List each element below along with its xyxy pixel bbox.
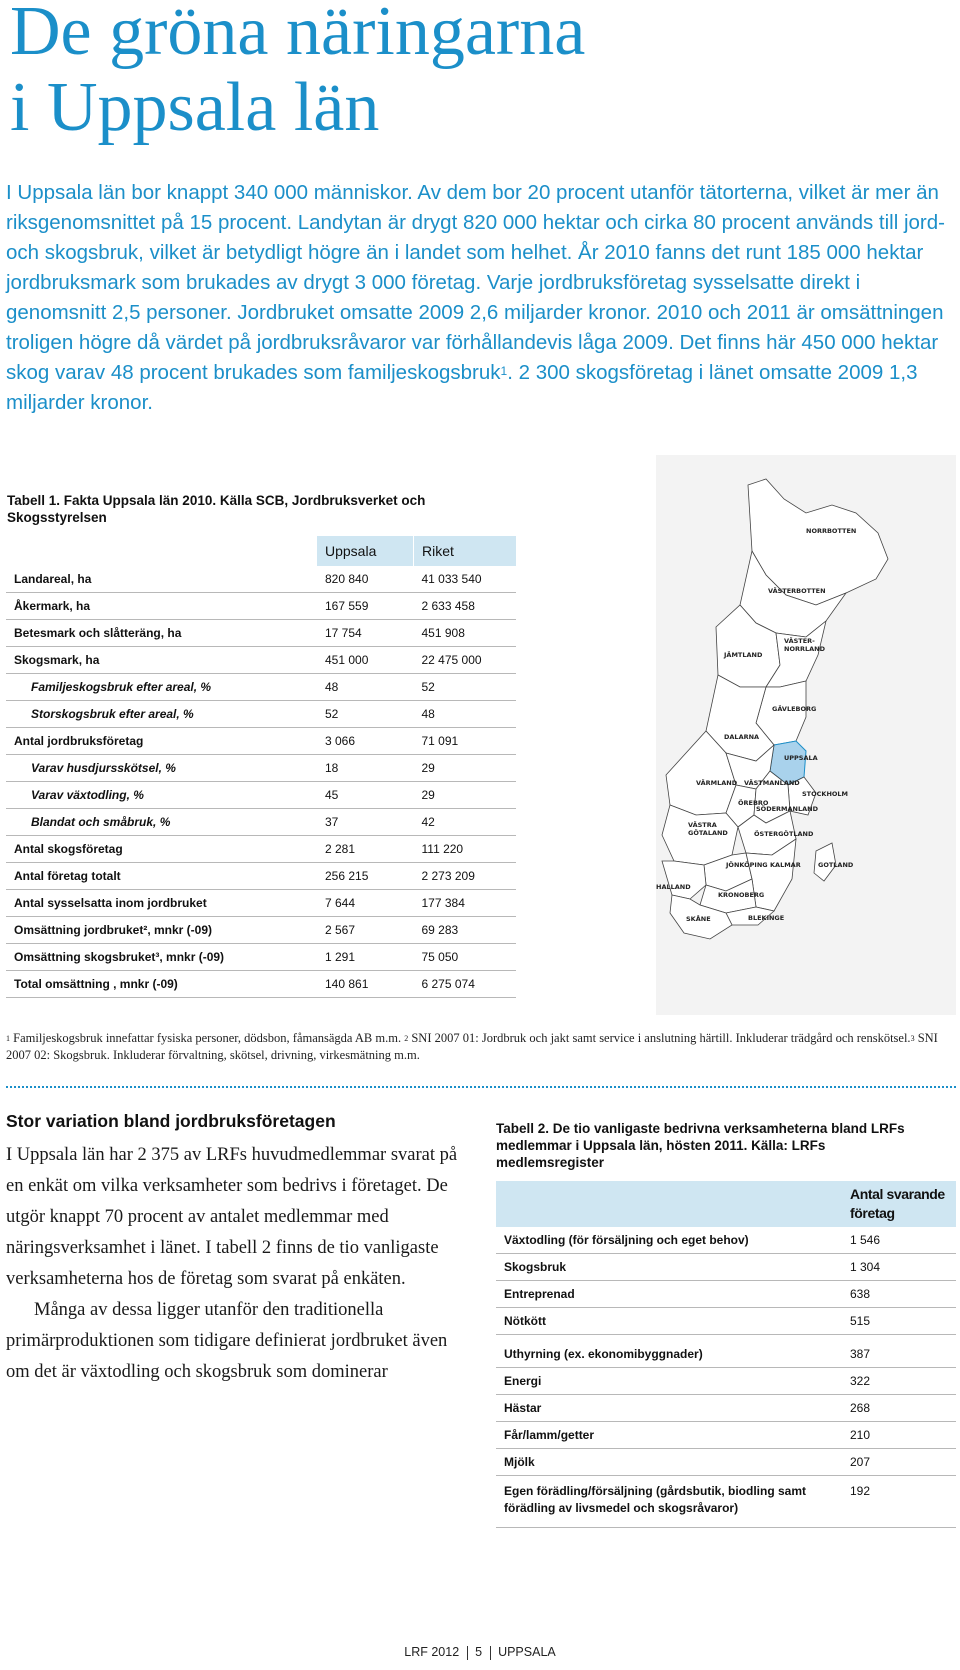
label-vastmanland: VÄSTMANLAND	[744, 779, 800, 787]
table1-value-uppsala: 1 291	[317, 944, 414, 971]
footer-page-number: 5	[475, 1645, 483, 1659]
label-uppsala: UPPSALA	[784, 754, 818, 762]
table2-row-value: 387	[842, 1341, 956, 1368]
label-vasterbotten: VÄSTERBOTTEN	[768, 587, 826, 595]
footer-publication: LRF 2012	[404, 1645, 460, 1659]
table1-row	[6, 917, 516, 944]
table1-caption: Tabell 1. Fakta Uppsala län 2010. Källa SCB, Jordbruksverket och Skogsstyrelsen	[7, 493, 426, 525]
table2-row-value: 207	[842, 1449, 956, 1476]
table2-row	[496, 1449, 956, 1476]
table2-row-label: Växtodling (för försäljning och eget behov)	[496, 1227, 842, 1254]
table1-row	[6, 971, 516, 998]
label-gavleborg: GÄVLEBORG	[772, 705, 817, 713]
table1-row-label: Antal sysselsatta inom jordbruket	[6, 890, 317, 917]
label-vasternorrland-1: VÄSTER-	[784, 637, 815, 645]
table1-value-uppsala: 48	[317, 674, 414, 701]
intro-footnote-ref: 1	[500, 364, 508, 378]
table1-row-label: Varav växtodling, %	[6, 782, 317, 809]
table2-row	[496, 1281, 956, 1308]
footer-separator	[490, 1646, 491, 1660]
table1-row-label: Landareal, ha	[6, 566, 317, 593]
label-gotland: GOTLAND	[818, 861, 854, 869]
table1-value-riket: 29	[414, 782, 517, 809]
table1-row-label: Familjeskogsbruk efter areal, %	[6, 674, 317, 701]
table2-row-label: Entreprenad	[496, 1281, 842, 1308]
section2-paragraph-1: I Uppsala län har 2 375 av LRFs huvudmedlemmar svarat på en enkät om vilka verksamheter som bedrivs i företaget. De utgör knappt 70 procent av antalet medlemmar med näringsverksamhet i länet. I tabell 2 finns de tio vanligaste verksamheterna hos de företag som svarat på enkäten.	[6, 1145, 458, 1289]
table1-row-label: Betesmark och slåtteräng, ha	[6, 620, 317, 647]
page-footer	[0, 1645, 960, 1660]
table1	[6, 536, 516, 998]
table2-row-value: 268	[842, 1395, 956, 1422]
table2-row-label: Uthyrning (ex. ekonomibyggnader)	[496, 1341, 842, 1368]
table1-value-riket: 71 091	[414, 728, 517, 755]
table2-row	[496, 1341, 956, 1368]
table1-row-label: Antal företag totalt	[6, 863, 317, 890]
table1-value-uppsala: 2 281	[317, 836, 414, 863]
table2-row-value: 192	[842, 1476, 956, 1528]
label-vasternorrland-2: NORRLAND	[784, 645, 825, 653]
table1-value-uppsala: 820 840	[317, 566, 414, 593]
table1-value-riket: 29	[414, 755, 517, 782]
table1-value-riket: 75 050	[414, 944, 517, 971]
table1-value-riket: 111 220	[414, 836, 517, 863]
sweden-map	[656, 455, 956, 1015]
footnotes	[6, 1030, 956, 1064]
table2-row-label: Hästar	[496, 1395, 842, 1422]
table1-value-uppsala: 167 559	[317, 593, 414, 620]
table2	[496, 1181, 956, 1528]
table1-value-uppsala: 52	[317, 701, 414, 728]
table1-value-riket: 177 384	[414, 890, 517, 917]
table1-value-riket: 2 273 209	[414, 863, 517, 890]
intro-text-1: I Uppsala län bor knappt 340 000 människor. Av dem bor 20 procent utanför tätorterna, vilket är mer än riksgenomsnittet på 15 procent. Landytan är drygt 820 000 hektar och cirka 80 procent används till jord- och skogsbruk, vilket är betydligt högre än i landet som helhet. År 2010 fanns det runt 185 000 hektar jordbruksmark som brukades av drygt 3 000 företag. Varje jordbruksföretag sysselsatte direkt i genomsnitt 2,5 personer. Jordbruket omsatte 2009 2,6 miljarder kronor. 2010 och 2011 är omsättningen troligen högre då värdet på jordbruksråvaror var förhållandevis låga 2009. Det finns här 450 000 hektar skog varav 48 procent brukades som familjeskogsbruk	[6, 181, 945, 384]
table2-header-row	[496, 1181, 956, 1227]
intro-text-2: . 2 300 skogsföretag i länet omsatte 2009 1,3 miljarder kronor.	[6, 361, 918, 414]
table1-value-riket: 69 283	[414, 917, 517, 944]
table1-row-label: Antal jordbruksföretag	[6, 728, 317, 755]
table1-row	[6, 728, 516, 755]
table1-value-uppsala: 45	[317, 782, 414, 809]
table1-row-label: Total omsättning , mnkr (-09)	[6, 971, 317, 998]
table2-row-value: 210	[842, 1422, 956, 1449]
title-line-2: i Uppsala län	[10, 69, 380, 146]
label-norrbotten: NORRBOTTEN	[806, 527, 857, 535]
label-halland: HALLAND	[656, 883, 691, 891]
footnote-3-marker: 3	[910, 1034, 915, 1043]
table1-value-uppsala: 451 000	[317, 647, 414, 674]
label-sodermanland: SÖDERMANLAND	[756, 805, 818, 813]
label-kalmar: KALMAR	[770, 861, 801, 869]
table1-value-uppsala: 2 567	[317, 917, 414, 944]
region-halland	[662, 861, 706, 899]
table1-value-uppsala: 17 754	[317, 620, 414, 647]
table1-value-riket: 42	[414, 809, 517, 836]
table2-row-value: 638	[842, 1281, 956, 1308]
label-orebro: ÖREBRO	[738, 799, 769, 807]
table2-row-label: Mjölk	[496, 1449, 842, 1476]
label-blekinge: BLEKINGE	[748, 914, 785, 922]
table2-row-label: Nötkött	[496, 1308, 842, 1335]
footnote-2-marker: 2	[404, 1034, 409, 1043]
table1-row	[6, 593, 516, 620]
footnote-2-text: SNI 2007 01: Jordbruk och jakt samt service i anslutning härtill. Inkluderar trädgård och renskötsel.	[408, 1031, 911, 1045]
table1-header-row	[6, 536, 516, 566]
table2-row	[496, 1308, 956, 1335]
label-vastragotaland-2: GÖTALAND	[688, 829, 728, 837]
section2-heading: Stor variation bland jordbruksföretagen	[6, 1111, 336, 1131]
table1-value-uppsala: 140 861	[317, 971, 414, 998]
table1-row	[6, 944, 516, 971]
sweden-map-svg	[656, 455, 956, 1015]
table2-row	[496, 1368, 956, 1395]
table1-value-uppsala: 7 644	[317, 890, 414, 917]
label-dalarna: DALARNA	[724, 733, 760, 741]
label-kronoberg: KRONOBERG	[718, 891, 765, 899]
table2-caption: Tabell 2. De tio vanligaste bedrivna verksamheterna bland LRFs medlemmar i Uppsala län, hösten 2011. Källa: LRFs medlemsregister	[496, 1121, 905, 1170]
title-line-1: De gröna näringarna	[10, 0, 586, 70]
table1-col-riket: Riket	[414, 536, 517, 566]
table2-row-value: 1 546	[842, 1227, 956, 1254]
footer-separator	[467, 1646, 468, 1660]
table2-row-value: 322	[842, 1368, 956, 1395]
label-jamtland: JÄMTLAND	[724, 651, 763, 659]
table1-value-riket: 41 033 540	[414, 566, 517, 593]
table2-col-count: Antal svarande företag	[842, 1181, 956, 1227]
label-jonkoping: JÖNKÖPING	[726, 861, 768, 869]
table2-row-label: Får/lamm/getter	[496, 1422, 842, 1449]
table1-row-label: Antal skogsföretag	[6, 836, 317, 863]
table1-value-riket: 2 633 458	[414, 593, 517, 620]
intro-paragraph	[6, 178, 954, 418]
section2-paragraph-2: Många av dessa ligger utanför den traditionella primärproduktionen som tidigare definierat jordbruket även om det är växtodling och skogsbruk som dominerar	[6, 1300, 448, 1382]
table1-row	[6, 674, 516, 701]
footnote-1-marker: 1	[6, 1034, 10, 1043]
page-title	[10, 0, 585, 146]
table1-row	[6, 836, 516, 863]
table1-row-label: Omsättning skogsbruket³, mnkr (-09)	[6, 944, 317, 971]
table1-row	[6, 755, 516, 782]
table2-row	[496, 1422, 956, 1449]
footnote-3-text: SNI 2007 02: Skogsbruk. Inkluderar förvaltning, skötsel, drivning, virkesmätning m.m.	[6, 1031, 938, 1062]
table1-row-label: Storskogsbruk efter areal, %	[6, 701, 317, 728]
label-stockholm: STOCKHOLM	[802, 790, 849, 798]
table1-row	[6, 566, 516, 593]
table2-row	[496, 1395, 956, 1422]
label-ostergotland: ÖSTERGÖTLAND	[754, 830, 814, 838]
table1-row-label: Åkermark, ha	[6, 593, 317, 620]
table2-row-value: 515	[842, 1308, 956, 1335]
table1-col-uppsala: Uppsala	[317, 536, 414, 566]
table2-row-label: Egen förädling/försäljning (gårdsbutik, biodling samt förädling av livsmedel och skogsråvaror)	[496, 1476, 842, 1528]
table1-row	[6, 701, 516, 728]
table1-value-riket: 6 275 074	[414, 971, 517, 998]
footnote-1-text: Familjeskogsbruk innefattar fysiska personer, dödsbon, fåmansägda AB m.m.	[10, 1031, 405, 1045]
table1-row	[6, 782, 516, 809]
table1-row-label: Skogsmark, ha	[6, 647, 317, 674]
table1-row	[6, 890, 516, 917]
table1-row	[6, 647, 516, 674]
table1-row-label: Varav husdjursskötsel, %	[6, 755, 317, 782]
label-vastragotaland-1: VÄSTRA	[688, 821, 717, 829]
table2-row	[496, 1476, 956, 1528]
table2-row	[496, 1227, 956, 1254]
table2-row-value: 1 304	[842, 1254, 956, 1281]
table1-row-label: Blandat och småbruk, %	[6, 809, 317, 836]
table1-row-label: Omsättning jordbruket², mnkr (-09)	[6, 917, 317, 944]
table2-row-label: Skogsbruk	[496, 1254, 842, 1281]
label-skane: SKÅNE	[686, 915, 711, 923]
table1-row	[6, 863, 516, 890]
table2-row	[496, 1254, 956, 1281]
footer-region: UPPSALA	[498, 1645, 556, 1659]
table1-row	[6, 620, 516, 647]
section2-body	[6, 1140, 466, 1388]
table1-value-riket: 52	[414, 674, 517, 701]
dotted-divider	[6, 1086, 956, 1088]
table1-value-riket: 22 475 000	[414, 647, 517, 674]
table1-value-riket: 48	[414, 701, 517, 728]
table1-value-uppsala: 18	[317, 755, 414, 782]
table2-row-label: Energi	[496, 1368, 842, 1395]
table1-value-riket: 451 908	[414, 620, 517, 647]
label-varmland: VÄRMLAND	[696, 779, 738, 787]
table1-value-uppsala: 256 215	[317, 863, 414, 890]
table1-value-uppsala: 37	[317, 809, 414, 836]
table1-value-uppsala: 3 066	[317, 728, 414, 755]
table1-row	[6, 809, 516, 836]
